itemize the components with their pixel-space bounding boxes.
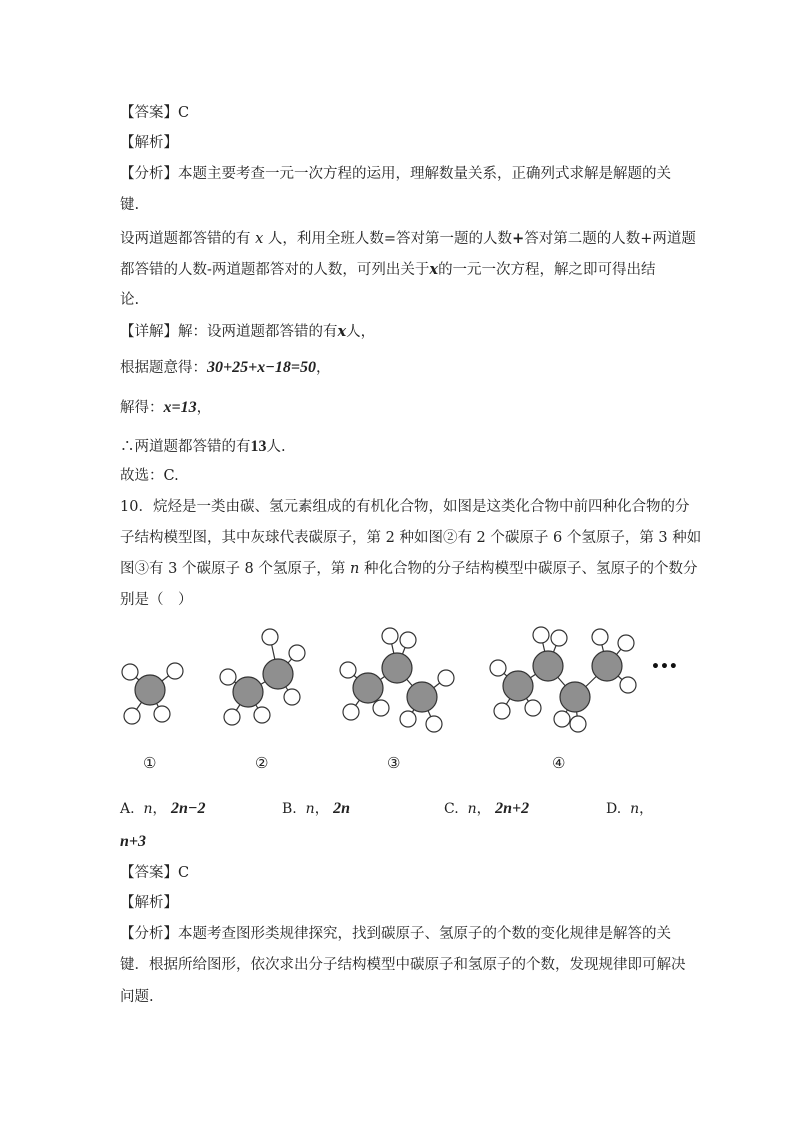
option-b: B. n， 2n (282, 800, 351, 817)
option-d: D. n， (606, 801, 654, 817)
fig-label-4: ④ (552, 754, 566, 772)
q10-answer: 【答案】C (120, 865, 190, 881)
option-d-expr: n+3 (120, 833, 147, 850)
option-c: C. n， 2n+2 (444, 800, 530, 817)
option-a: A. n， 2n−2 (120, 800, 206, 817)
q9-detail: 【详解】解：设两道题都答错的有x人， (120, 323, 376, 340)
q10-stem-line4: 别是（ ） (120, 592, 193, 608)
molecule-figure (110, 620, 680, 750)
q9-fenxi-line2: 键. (120, 197, 140, 213)
q10-stem-line2: 子结构模型图，其中灰球代表碳原子，第 2 种如图②有 2 个碳原子 6 个氢原子，第 3 种如 (120, 530, 702, 546)
q9-choose: 故选：C. (120, 468, 179, 484)
q9-equation: 30+25+x−18=50 (207, 359, 317, 376)
q10-fenxi-line2: 键．根据所给图形，依次求出分子结构模型中碳原子和氢原子的个数，发现规律即可解决 (120, 957, 686, 973)
q9-line3: 设两道题都答错的有 x 人，利用全班人数=答对第一题的人数+答对第二题的人数+两道题 (120, 230, 696, 247)
fig-label-2: ② (255, 754, 269, 772)
q10-fenxi-line3: 问题. (120, 989, 154, 1005)
q9-fenxi-line1: 【分析】本题主要考查一元一次方程的运用，理解数量关系，正确列式求解是解题的关 (120, 166, 671, 182)
q9-solution: x=13 (163, 399, 197, 416)
fig-label-1: ① (143, 754, 157, 772)
q9-solution-line: 解得：x=13， (120, 399, 212, 416)
q9-line4: 都答错的人数-两道题都答对的人数，可列出关于x的一元一次方程，解之即可得出结 (120, 261, 656, 278)
fig-label-3: ③ (387, 754, 401, 772)
q10-fenxi-line1: 【分析】本题考查图形类规律探究，找到碳原子、氢原子的个数的变化规律是解答的关 (120, 926, 671, 942)
q9-answer: 【答案】C (120, 105, 190, 121)
q9-equation-line: 根据题意得：30+25+x−18=50， (120, 359, 331, 376)
figure-ellipsis: ••• (651, 659, 678, 675)
q10-stem-line3: 图③有 3 个碳原子 8 个氢原子，第 n 种化合物的分子结构模型中碳原子、氢原子的个数分 (120, 561, 698, 577)
q9-analysis-tag: 【解析】 (120, 135, 178, 151)
q9-line5: 论. (120, 292, 140, 308)
q10-stem-line1: 10．烷烃是一类由碳、氢元素组成的有机化合物，如图是这类化合物中前四种化合物的分 (120, 499, 690, 515)
q9-conclusion: ∴两道题都答错的有13人. (120, 438, 286, 455)
q10-analysis-tag: 【解析】 (120, 895, 178, 911)
